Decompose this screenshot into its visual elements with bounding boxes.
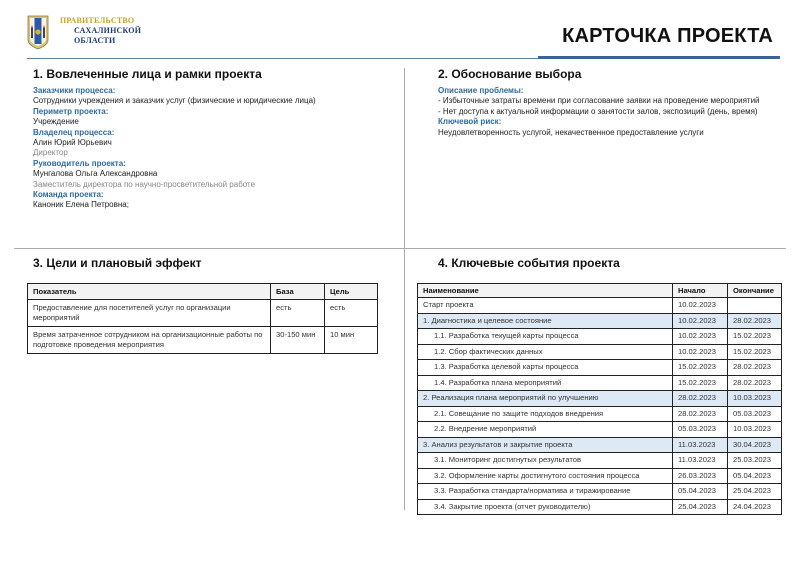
event-start: 11.03.2023 (673, 437, 728, 453)
org-line-1: ПРАВИТЕЛЬСТВО (60, 16, 135, 25)
event-name: 3. Анализ результатов и закрытие проекта (418, 437, 673, 453)
event-end: 28.02.2023 (728, 375, 782, 391)
problem-line-1: - Избыточные затраты времени при согласование заявки на проведение мероприятий (438, 96, 760, 106)
event-start: 25.04.2023 (673, 499, 728, 515)
table-row-phase (418, 313, 782, 329)
table-row (418, 375, 782, 391)
table-row (28, 300, 378, 327)
table-row (418, 499, 782, 515)
event-start: 10.02.2023 (673, 298, 728, 314)
event-name: 1.2. Сбор фактических данных (418, 344, 673, 360)
event-end: 10.03.2023 (728, 391, 782, 407)
perimeter-value: Учреждение (33, 117, 79, 127)
goals-table (27, 283, 378, 354)
section-title: 3. Цели и плановый эффект (33, 256, 202, 270)
section-title: 2. Обоснование выбора (438, 67, 582, 81)
table-row (28, 327, 378, 354)
problem-line-2: - Нет доступа к актуальной информации о занятости залов, экспозиций (день, время) (438, 106, 758, 116)
event-end: 10.03.2023 (728, 422, 782, 438)
event-name: 2.1. Совещание по защите подходов внедрения (418, 406, 673, 422)
event-start: 10.02.2023 (673, 313, 728, 329)
table-row (418, 453, 782, 469)
table-row (418, 329, 782, 345)
sakhalin-coat-of-arms-icon (27, 14, 49, 50)
event-start: 10.02.2023 (673, 344, 728, 360)
table-row (418, 422, 782, 438)
owner-label: Владелец процесса: (33, 127, 115, 137)
customers-label: Заказчики процесса: (33, 86, 116, 95)
organization-name (60, 16, 141, 46)
table-row (418, 406, 782, 422)
table-header-row (28, 284, 378, 300)
event-name: 2.2. Внедрение мероприятий (418, 422, 673, 438)
section-justification (438, 67, 783, 138)
table-row-phase (418, 437, 782, 453)
event-start: 28.02.2023 (673, 406, 728, 422)
table-header-row (418, 284, 782, 298)
table-row (418, 344, 782, 360)
risk-value: Неудовлетворенность услугой, некачественное предоставление услуги (438, 127, 704, 137)
table-row (418, 468, 782, 484)
event-end: 24.04.2023 (728, 499, 782, 515)
table-row-phase (418, 391, 782, 407)
event-start: 05.03.2023 (673, 422, 728, 438)
event-end: 28.02.2023 (728, 313, 782, 329)
event-end: 05.03.2023 (728, 406, 782, 422)
event-name: Старт проекта (418, 298, 673, 314)
table-row (418, 298, 782, 314)
section-goals (33, 256, 383, 275)
horizontal-divider (14, 248, 786, 249)
event-start: 15.02.2023 (673, 375, 728, 391)
risk-label: Ключевой риск: (438, 117, 502, 127)
event-start: 15.02.2023 (673, 360, 728, 376)
base-cell: есть (271, 300, 325, 327)
event-name: 1.4. Разработка плана мероприятий (418, 375, 673, 391)
key-events-table (417, 283, 782, 515)
event-name: 1.1. Разработка текущей карты процесса (418, 329, 673, 345)
target-cell: 10 мин (325, 327, 378, 354)
event-end: 30.04.2023 (728, 437, 782, 453)
indicator-cell: Время затраченное сотрудником на организационные работы по подготовке проведения мероприятия (28, 327, 271, 354)
page-title: КАРТОЧКА ПРОЕКТА (562, 25, 773, 47)
event-name: 3.1. Мониторинг достигнутых результатов (418, 453, 673, 469)
event-end: 05.04.2023 (728, 468, 782, 484)
table-row (418, 360, 782, 376)
owner-name: Алин Юрий Юрьевич (33, 138, 112, 148)
event-name: 3.3. Разработка стандарта/норматива и тиражирование (418, 484, 673, 500)
column-header: Показатель (28, 284, 271, 300)
column-header: Окончание (728, 284, 782, 298)
column-header: Наименование (418, 284, 673, 298)
customers-value: Сотрудники учреждения и заказчик услуг (физические и юридические лица) (33, 96, 316, 106)
leader-position: Заместитель директора по научно-просветительной работе (33, 179, 256, 189)
problem-label: Описание проблемы: (438, 86, 524, 95)
event-start: 28.02.2023 (673, 391, 728, 407)
section-title: 1. Вовлеченные лица и рамки проекта (33, 67, 262, 81)
team-label: Команда проекта: (33, 190, 104, 200)
event-end: 28.02.2023 (728, 360, 782, 376)
event-start: 11.03.2023 (673, 453, 728, 469)
event-name: 3.4. Закрытие проекта (отчет руководителю) (418, 499, 673, 515)
org-line-3: ОБЛАСТИ (74, 36, 116, 45)
org-line-2: САХАЛИНСКОЙ (74, 26, 142, 35)
event-start: 05.04.2023 (673, 484, 728, 500)
team-value: Каноник Елена Петровна; (33, 200, 129, 210)
column-header: База (271, 284, 325, 300)
section-title: 4. Ключевые события проекта (438, 256, 620, 270)
owner-position: Директор (33, 148, 68, 158)
target-cell: есть (325, 300, 378, 327)
indicator-cell: Предоставление для посетителей услуг по организации мероприятий (28, 300, 271, 327)
event-name: 2. Реализация плана мероприятий по улучшению (418, 391, 673, 407)
leader-name: Мунгалова Ольга Александровна (33, 169, 158, 179)
leader-label: Руководитель проекта: (33, 158, 126, 168)
column-header: Начало (673, 284, 728, 298)
header-accent-bar (538, 56, 780, 59)
event-name: 1.3. Разработка целевой карты процесса (418, 360, 673, 376)
vertical-divider (404, 68, 405, 510)
event-start: 26.03.2023 (673, 468, 728, 484)
event-end: 15.02.2023 (728, 344, 782, 360)
section-key-events (438, 256, 783, 275)
base-cell: 30-150 мин (271, 327, 325, 354)
event-end: 25.03.2023 (728, 453, 782, 469)
event-end: 25.04.2023 (728, 484, 782, 500)
column-header: Цель (325, 284, 378, 300)
event-name: 3.2. Оформление карты достигнутого состояния процесса (418, 468, 673, 484)
section-stakeholders (33, 67, 393, 211)
event-end: 15.02.2023 (728, 329, 782, 345)
event-start: 10.02.2023 (673, 329, 728, 345)
event-end (728, 298, 782, 314)
table-row (418, 484, 782, 500)
perimeter-label: Периметр проекта: (33, 106, 109, 116)
event-name: 1. Диагностика и целевое состояние (418, 313, 673, 329)
